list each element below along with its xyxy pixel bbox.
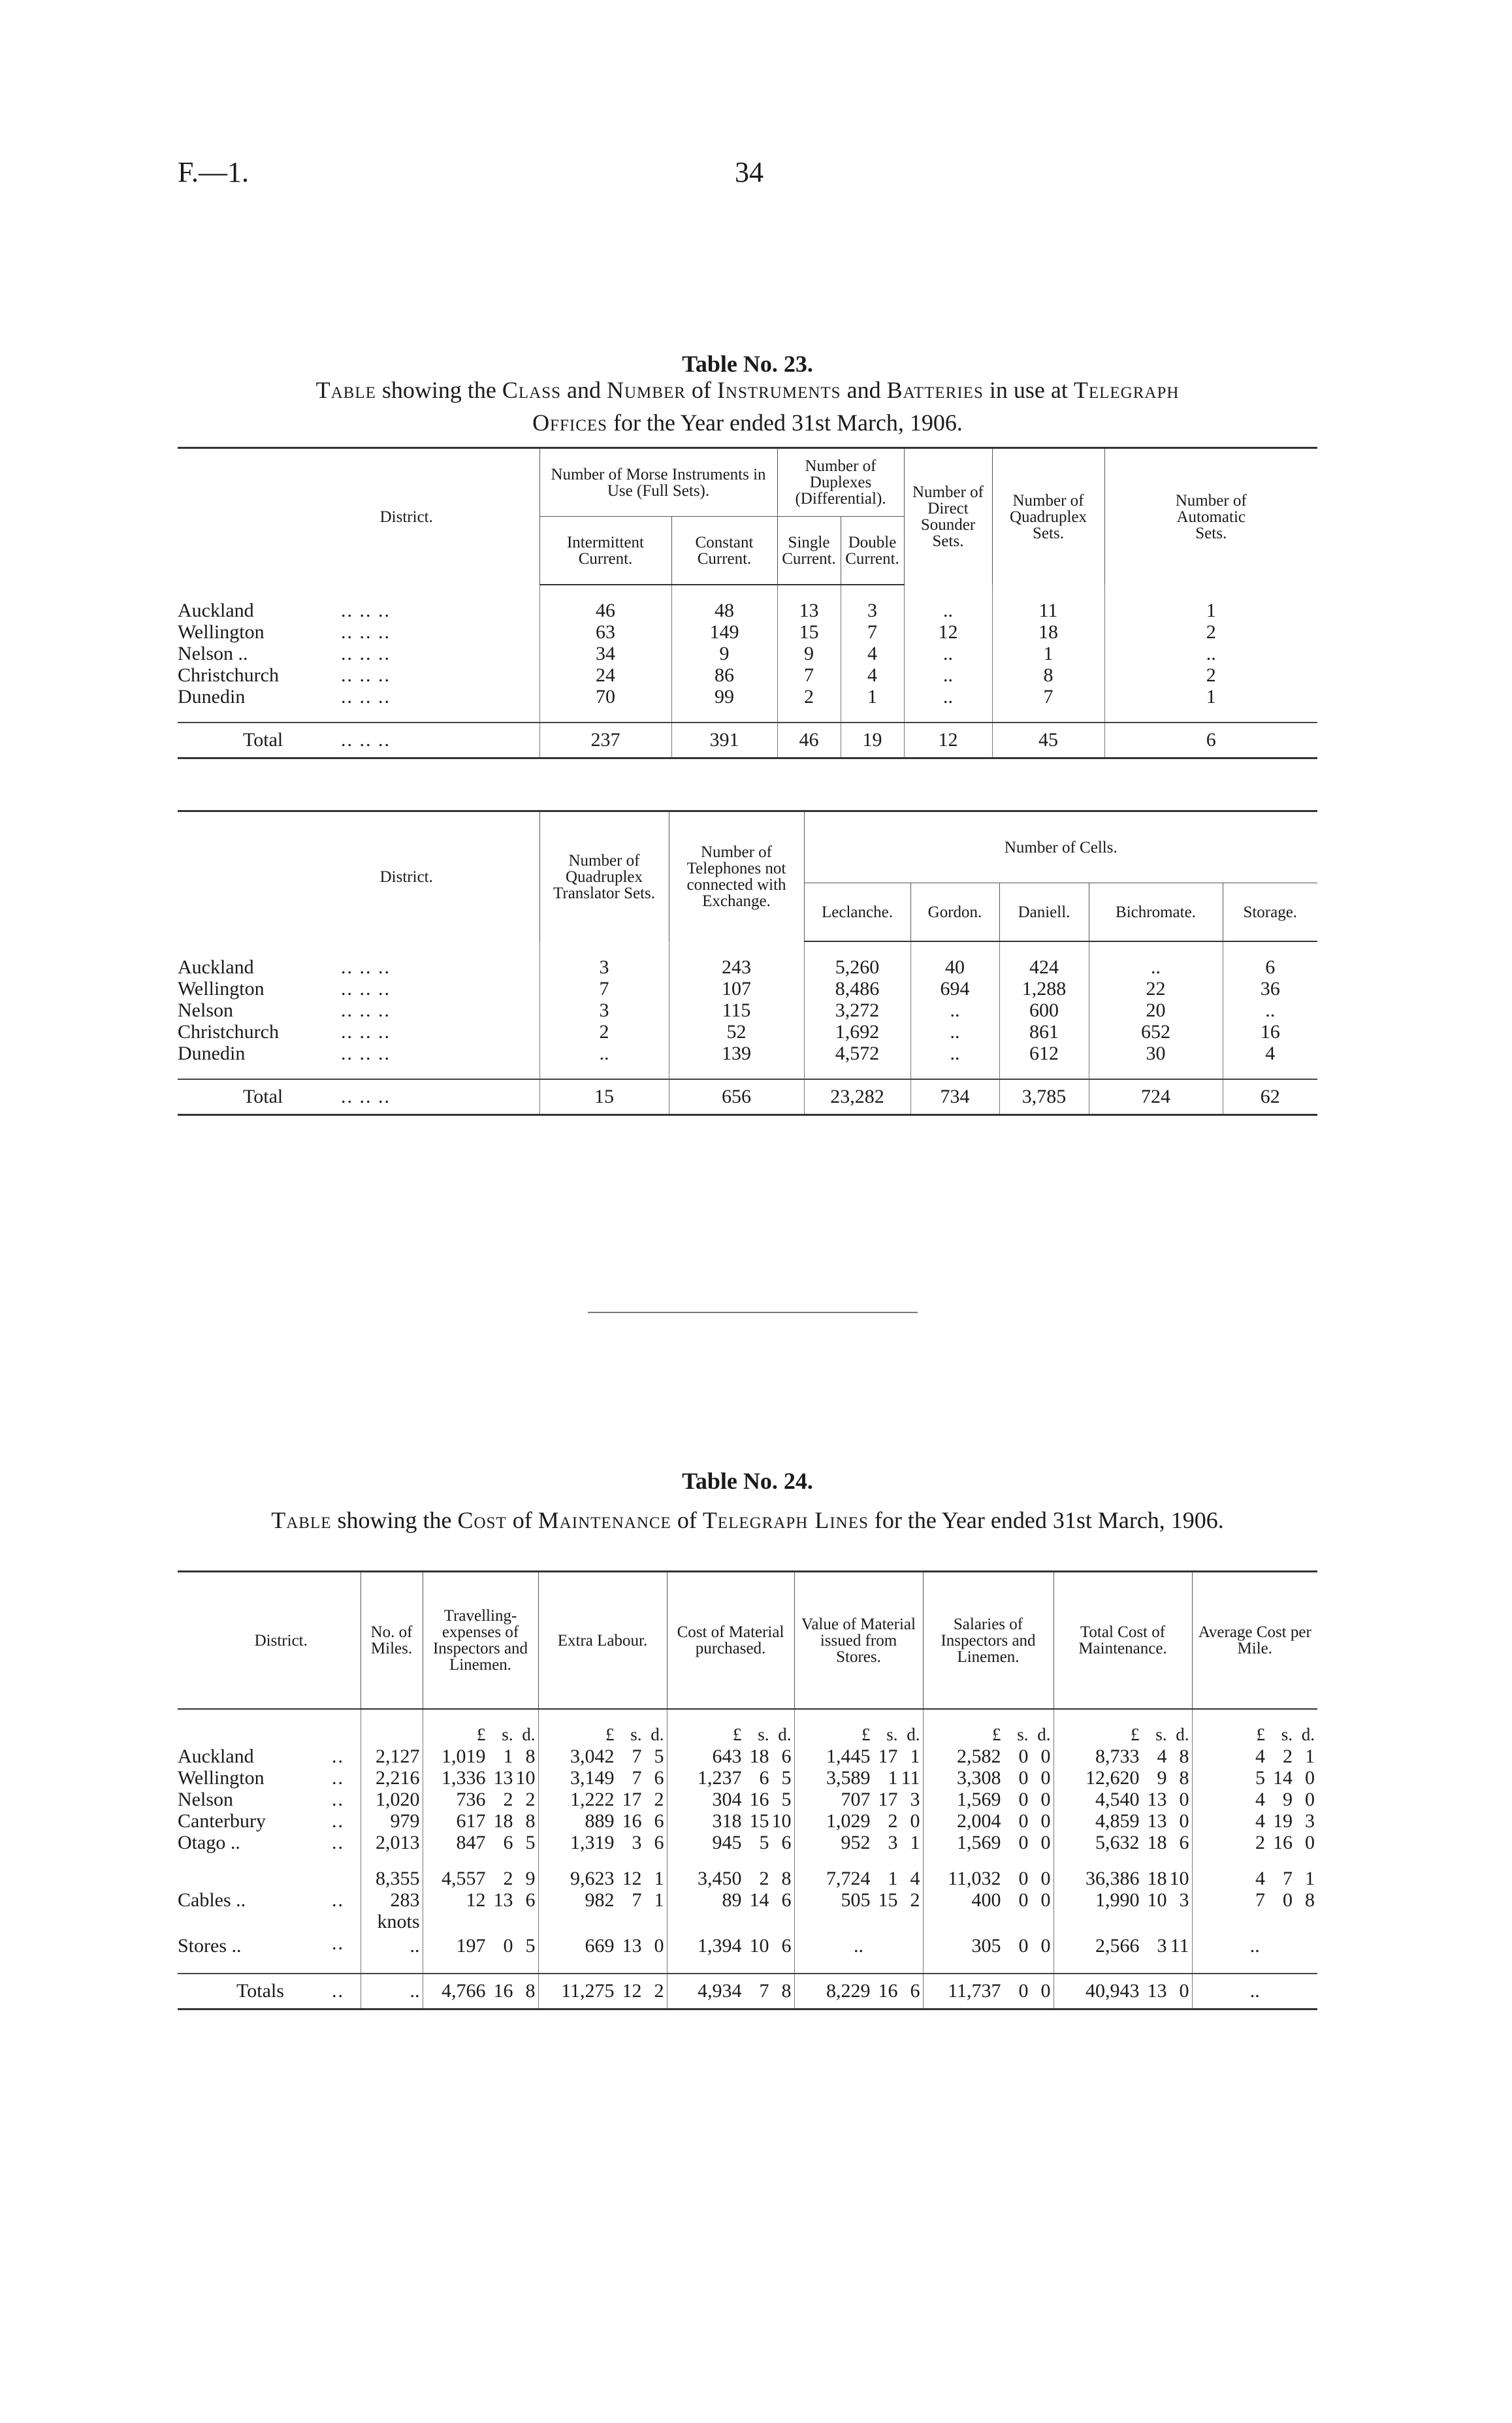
col-cells-group: Number of Cells.	[804, 811, 1317, 883]
table23-title: Table No. 23.	[682, 351, 813, 377]
col-constant: Constant Current.	[671, 517, 777, 585]
col-total-cost: Total Cost of Maintenance.	[1054, 1572, 1192, 1710]
col-double: Double Current.	[841, 517, 904, 585]
section-divider	[588, 1312, 918, 1313]
col-single: Single Current.	[777, 517, 841, 585]
table24-caption: Table showing the Cost of Maintenance of Telegraph Lines for the Year ended 31st March, 1906.	[271, 1507, 1224, 1533]
col-district: District.	[178, 448, 539, 585]
table-total-row: Total .. .. .. 237 391 46 19 12 45 6	[178, 723, 1317, 758]
col-bichromate: Bichromate.	[1089, 883, 1223, 942]
table-row: Otago .. .. 2,013 847 6 5 1,319 3 6 945 5 6 952 3 1 1,569 0 0 5,632 18 6 2 16 0	[178, 1832, 1317, 1853]
table23-cells	[178, 810, 1317, 1116]
page-reference: F.—1.	[178, 156, 249, 188]
stores-row: Stores .. .. .. 197 0 5 669 13 0 1,394 10 6 .. 305 0 0 2,566 3 11 ..	[178, 1932, 1317, 1959]
col-morse-group: Number of Morse Instruments in Use (Full Sets).	[539, 448, 777, 517]
table-row: Christchurch .. .. .. 24 86 7 4 .. 8 2	[178, 664, 1317, 686]
col-salaries: Salaries of Inspectors and Linemen.	[923, 1572, 1054, 1710]
cables-row: Cables .. .. 283 12 13 6 982 7 1 89 14 6 505 15 2 400 0 0 1,990 10 3 7 0 8	[178, 1889, 1317, 1911]
table24-maintenance	[178, 1570, 1317, 2010]
col-quadruplex: Number of Quadruplex Sets.	[992, 448, 1104, 585]
table-row: Dunedin .. .. .. 70 99 2 1 .. 7 1	[178, 686, 1317, 707]
col-sounder: Number of Direct Sounder Sets.	[904, 448, 992, 585]
table-row: Auckland .. .. .. 46 48 13 3 .. 11 1	[178, 600, 1317, 621]
col-average: Average Cost per Mile.	[1192, 1572, 1317, 1710]
table-row: Wellington .. .. .. 7 107 8,486 694 1,288 22 36	[178, 978, 1317, 1000]
col-value: Value of Material issued from Stores.	[794, 1572, 923, 1710]
table-total-row: Total .. .. .. 15 656 23,282 734 3,785 724 62	[178, 1079, 1317, 1115]
col-gordon: Gordon.	[910, 883, 999, 942]
col-extra: Extra Labour.	[538, 1572, 667, 1710]
col-leclanche: Leclanche.	[804, 883, 910, 942]
table-row: Auckland .. .. .. 3 243 5,260 40 424 .. 6	[178, 956, 1317, 978]
cables-unit-row: knots	[178, 1911, 1317, 1932]
units-row: £ s. d. £ s. d. £ s. d. £ s. d. £ s. d. £ s. d. £ s. d.	[178, 1724, 1317, 1746]
page-number: 34	[735, 156, 764, 188]
table-row: Wellington .. .. .. 63 149 15 7 12 18 2	[178, 621, 1317, 643]
table-row: Nelson .. 1,020 736 2 2 1,222 17 2 304 16 5 707 17 3 1,569 0 0 4,540 13 0 4 9 0	[178, 1789, 1317, 1810]
table23-instruments	[178, 447, 1317, 759]
col-duplex-group: Number of Duplexes (Differential).	[777, 448, 904, 517]
col-storage: Storage.	[1223, 883, 1317, 942]
col-daniell: Daniell.	[999, 883, 1089, 942]
table-row: Canterbury .. 979 617 18 8 889 16 6 318 15 10 1,029 2 0 2,004 0 0 4,859 13 0 4 19 3	[178, 1810, 1317, 1832]
table-row: Wellington .. 2,216 1,336 13 10 3,149 7 6 1,237 6 5 3,589 1 11 3,308 0 0 12,620 9 8 5 14 0	[178, 1767, 1317, 1789]
col-district: District.	[178, 1572, 361, 1710]
table-row: Christchurch .. .. .. 2 52 1,692 .. 861 652 16	[178, 1021, 1317, 1043]
table-row: Dunedin .. .. .. .. 139 4,572 .. 612 30 4	[178, 1043, 1317, 1064]
col-automatic: Number of Automatic Sets.	[1104, 448, 1317, 585]
subtotal-row: 8,355 4,557 2 9 9,623 12 1 3,450 2 8 7,724 1 4 11,032 0 0 36,386 18 10 4 7 1	[178, 1868, 1317, 1889]
table-row: Nelson .. .. .. .. 34 9 9 4 .. 1 ..	[178, 643, 1317, 664]
table23-caption: Table showing the Class and Number of Instruments and Batteries in use at Telegraph Offices for the Year ended 31st March, 1906.	[315, 377, 1180, 436]
table-total-row: Totals .. .. 4,766 16 8 11,275 12 2 4,934 7 8 8,229 16 6 11,737 0 0 40,943 13 0 ..	[178, 1974, 1317, 2009]
table-row: Auckland .. 2,127 1,019 1 8 3,042 7 5 643 18 6 1,445 17 1 2,582 0 0 8,733 4 8 4 2 1	[178, 1746, 1317, 1767]
table24-title: Table No. 24.	[682, 1468, 813, 1494]
col-telephones: Number of Telephones not connected with Exchange.	[669, 811, 804, 942]
col-miles: No. of Miles.	[361, 1572, 423, 1710]
col-district: District.	[178, 811, 539, 942]
col-intermittent: Intermittent Current.	[539, 517, 671, 585]
table-row: Nelson .. .. .. 3 115 3,272 .. 600 20 ..	[178, 1000, 1317, 1021]
col-translator: Number of Quadruplex Translator Sets.	[539, 811, 669, 942]
col-travelling: Travelling-expenses of Inspectors and Linemen.	[423, 1572, 538, 1710]
col-material: Cost of Material purchased.	[667, 1572, 794, 1710]
